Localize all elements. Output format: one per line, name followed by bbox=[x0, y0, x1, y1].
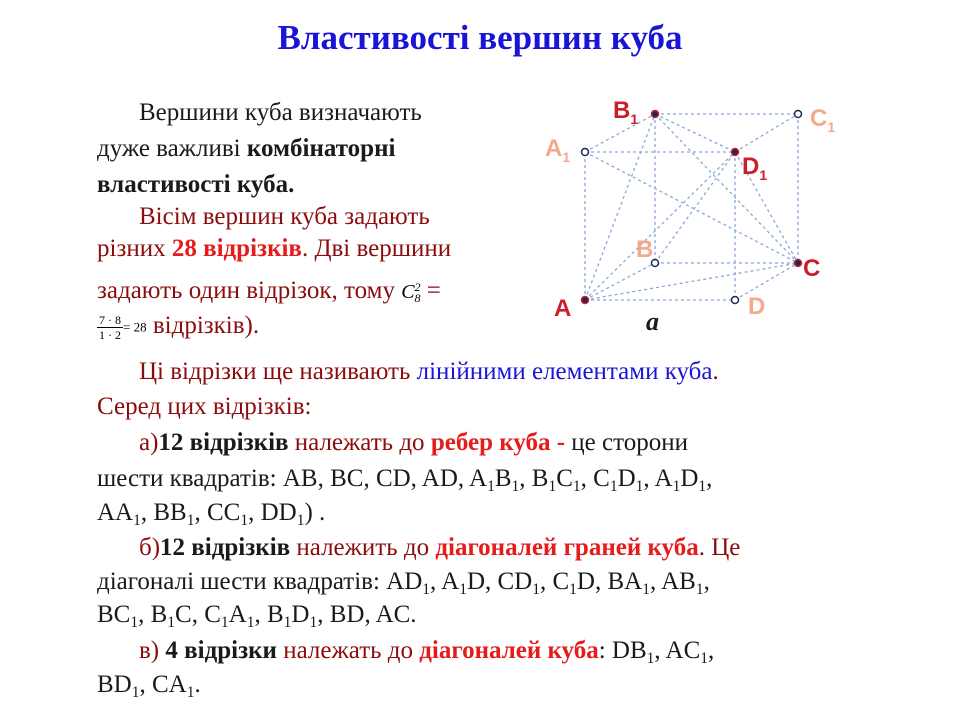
para3-line2: Серед цих відрізків: bbox=[97, 393, 312, 420]
vertex-C bbox=[795, 260, 802, 267]
edge-DC bbox=[735, 263, 798, 300]
item-b-line3: $BC_1$, $B_1C$, $C_1A_1$, $B_1D_1$, BD, AC. bbox=[97, 601, 417, 631]
diag-B1C bbox=[655, 114, 798, 263]
label-B: B bbox=[636, 236, 654, 263]
para1-line1: Вершини куба визначають bbox=[139, 99, 422, 126]
para2-line4: $\frac{7 \cdot 8}{1 \cdot 2}$ = 28 відрізків). bbox=[99, 312, 260, 342]
cube-edges bbox=[585, 114, 798, 300]
label-A: A bbox=[554, 295, 572, 322]
label-A1: $A_1$ bbox=[545, 135, 571, 165]
diag-AB1 bbox=[585, 114, 655, 300]
para2-line1: Вісім вершин куба задають bbox=[139, 203, 430, 230]
para1-line3: властивості куба. bbox=[97, 171, 295, 198]
item-c-line1: в) 4 відрізки належать до діагоналей куба: $DB_1$, $AC_1$, bbox=[139, 637, 715, 667]
item-b-line2: діагоналі шести квадратів: $AD_1$, $A_1D$, $CD_1$, $C_1D$, $BA_1$, $AB_1$, bbox=[97, 568, 710, 598]
item-a-line3: $AA_1$, $BB_1$, $CC_1$, $DD_1$) . bbox=[97, 499, 326, 529]
diag-AD1 bbox=[585, 152, 735, 300]
edge-AB bbox=[585, 263, 655, 300]
para1-line2: дуже важливі комбінаторні bbox=[97, 135, 396, 162]
diag-B1D1 bbox=[655, 114, 735, 152]
label-C1: $C_1$ bbox=[810, 105, 836, 135]
edge-length-label: a bbox=[646, 307, 659, 336]
para2-line3: задають один відрізок, тому C 2 8 = bbox=[97, 277, 441, 306]
combination-symbol: C 2 8 bbox=[401, 280, 421, 306]
label-C: C bbox=[803, 255, 821, 282]
label-D: D bbox=[748, 293, 766, 320]
edge-D1C1 bbox=[735, 114, 798, 152]
fraction: $\frac{7 \cdot 8}{1 \cdot 2}$ bbox=[99, 312, 121, 342]
item-b-line1: б)12 відрізків належить до діагоналей граней куба. Це bbox=[139, 534, 741, 561]
label-B1: $B_1$ bbox=[613, 97, 639, 127]
cube-diagram bbox=[540, 90, 870, 340]
vertex-D bbox=[732, 297, 739, 304]
label-D1: $D_1$ bbox=[742, 153, 768, 183]
cube-vertices bbox=[582, 111, 802, 304]
vertex-C1 bbox=[795, 111, 802, 118]
item-a-line1: а)12 відрізків належать до ребер куба - це сторони bbox=[139, 429, 688, 456]
item-c-line2: $BD_1$, $CA_1$. bbox=[97, 671, 201, 701]
vertex-D1 bbox=[732, 149, 739, 156]
vertex-A bbox=[582, 297, 589, 304]
slide-title: Властивості вершин куба bbox=[277, 18, 683, 57]
para3-line1: Ці відрізки ще називають лінійними елементами куба. bbox=[139, 358, 719, 385]
vertex-B1 bbox=[652, 111, 659, 118]
vertex-A1 bbox=[582, 149, 589, 156]
item-a-line2: шести квадратів: AB, BC, CD, AD, $A_1B_1$, $B_1C_1$, $C_1D_1$, $A_1D_1$, bbox=[97, 465, 713, 495]
diag-BD1 bbox=[655, 152, 735, 263]
para2-line2: різних 28 відрізків. Дві вершини bbox=[97, 235, 452, 262]
